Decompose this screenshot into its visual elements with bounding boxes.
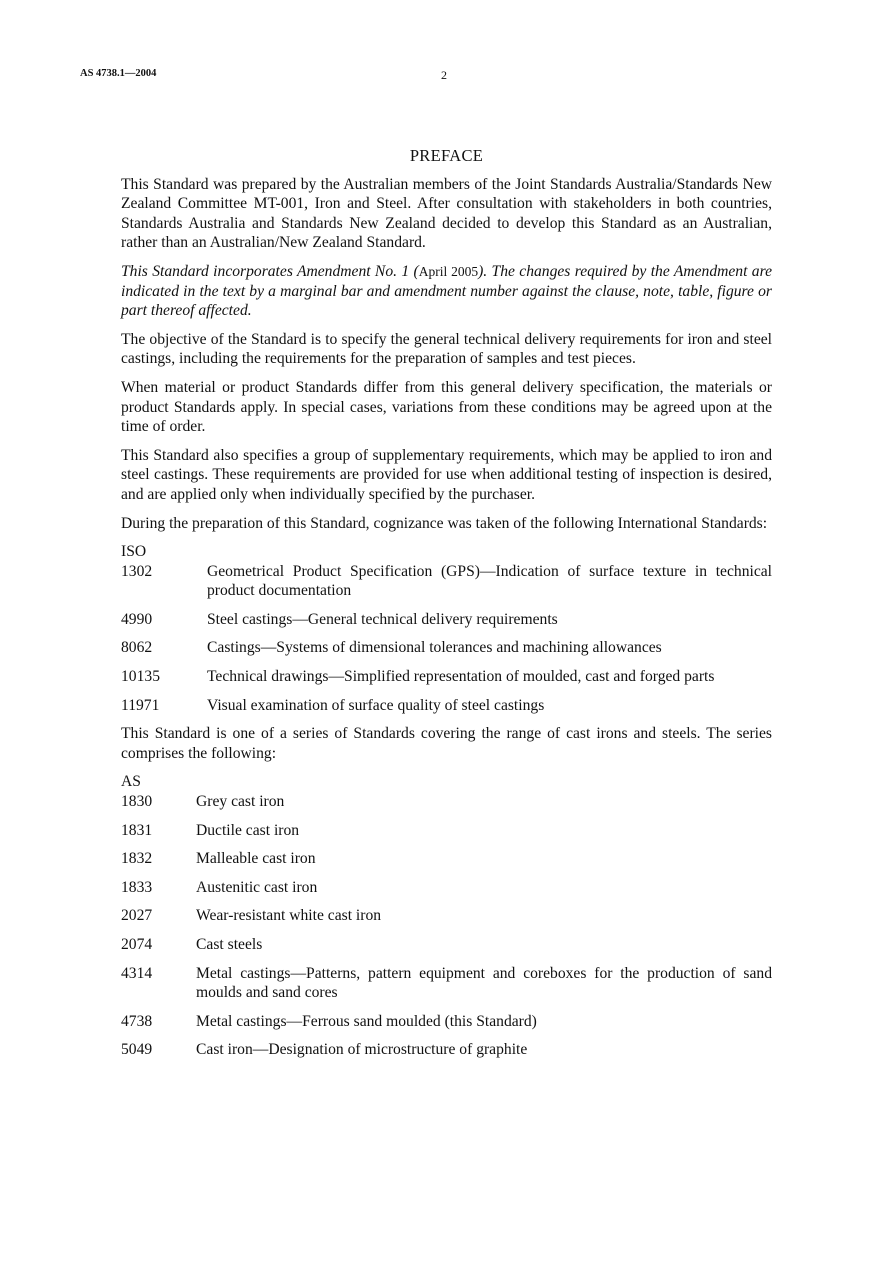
list-item [121, 638, 772, 658]
list-item [121, 935, 772, 955]
list-item [121, 562, 772, 601]
reference-number: 5049 [121, 1041, 153, 1059]
reference-number: 1833 [121, 878, 153, 896]
reference-number: 11971 [121, 696, 160, 714]
list-item [121, 849, 772, 869]
reference-number: 4314 [121, 964, 153, 982]
paragraph-cognizance: During the preparation of this Standard, cognizance was taken of the following International Standards: [121, 514, 768, 532]
reference-title: Castings—Systems of dimensional tolerances and machining allowances [207, 639, 662, 657]
as-reference-list [121, 792, 772, 1060]
list-item [121, 878, 772, 898]
list-item [121, 1040, 772, 1060]
reference-number: 1302 [121, 562, 153, 580]
reference-number: 2027 [121, 907, 153, 925]
reference-number: 8062 [121, 639, 153, 657]
paragraph-supplementary: This Standard also specifies a group of supplementary requirements, which may be applied to iron and steel castings. These requirements are provided for use when additional testing of inspection is desired, and are applied only when individually specified by the purchaser. [121, 446, 772, 503]
reference-title: Visual examination of surface quality of steel castings [207, 696, 545, 714]
list-item [121, 1012, 772, 1032]
preface-body [121, 146, 772, 1069]
reference-title: Cast steels [196, 936, 263, 953]
reference-title: Steel castings—General technical delivery requirements [207, 610, 558, 628]
reference-title: Austenitic cast iron [196, 878, 318, 896]
reference-title: Malleable cast iron [196, 850, 316, 868]
paragraph-differences: When material or product Standards differ from this general delivery specification, the materials or product Standards apply. In special cases, variations from these conditions may be agreed upon at the time of order. [121, 378, 772, 436]
iso-reference-list [121, 562, 772, 716]
list-item [121, 792, 772, 812]
iso-list-heading: ISO [121, 543, 147, 561]
page-title: PREFACE [409, 146, 484, 165]
reference-number: 4990 [121, 610, 153, 628]
list-item [121, 610, 772, 630]
reference-title: Technical drawings—Simplified representation of moulded, cast and forged parts [207, 668, 715, 686]
amendment-note [121, 262, 772, 321]
reference-number: 4738 [121, 1012, 153, 1030]
page-number: 2 [441, 68, 447, 82]
reference-title: Metal castings—Patterns, pattern equipment and coreboxes for the production of sand moulds and sand cores [196, 964, 772, 1002]
reference-title: Wear-resistant white cast iron [196, 907, 382, 925]
reference-title: Ductile cast iron [196, 821, 300, 839]
paragraph-series: This Standard is one of a series of Standards covering the range of cast irons and steels. The series comprises the following: [121, 725, 772, 762]
reference-title: Geometrical Product Specification (GPS)—Indication of surface texture in technical product documentation [207, 562, 772, 600]
reference-number: 1831 [121, 821, 153, 839]
amendment-date: April 2005 [418, 263, 479, 279]
reference-number: 1832 [121, 850, 153, 868]
as-list-heading: AS [121, 773, 141, 791]
list-item [121, 821, 772, 841]
standard-designation: AS 4738.1—2004 [80, 68, 157, 79]
list-item [121, 696, 772, 716]
reference-title: Cast iron—Designation of microstructure of graphite [196, 1041, 528, 1059]
list-item [121, 964, 772, 1003]
paragraph-committee: This Standard was prepared by the Australian members of the Joint Standards Australia/Standards New Zealand Committee MT-001, Iron and Steel. After consultation with stakeholders in both countries, Standards Australia and Standards New Zealand decided to develop this Standard as an Australian, rather than an Australian/New Zealand Standard. [121, 175, 772, 252]
list-item [121, 667, 772, 687]
list-item [121, 906, 772, 926]
amendment-text-start: This Standard incorporates Amendment No. 1 ( [121, 262, 419, 280]
reference-number: 2074 [121, 936, 153, 953]
reference-title: Grey cast iron [196, 793, 285, 811]
amendment-text-end: ). The changes required by the Amendment are indicated in the text by a marginal bar and amendment number against the clause, note, table, figure or part thereof affected. [121, 262, 773, 320]
reference-number: 1830 [121, 793, 153, 811]
paragraph-objective: The objective of the Standard is to specify the general technical delivery requirements for iron and steel castings, including the requirements for the preparation of samples and test pieces. [121, 330, 772, 368]
reference-title: Metal castings—Ferrous sand moulded (this Standard) [196, 1012, 537, 1030]
reference-number: 10135 [121, 668, 160, 686]
